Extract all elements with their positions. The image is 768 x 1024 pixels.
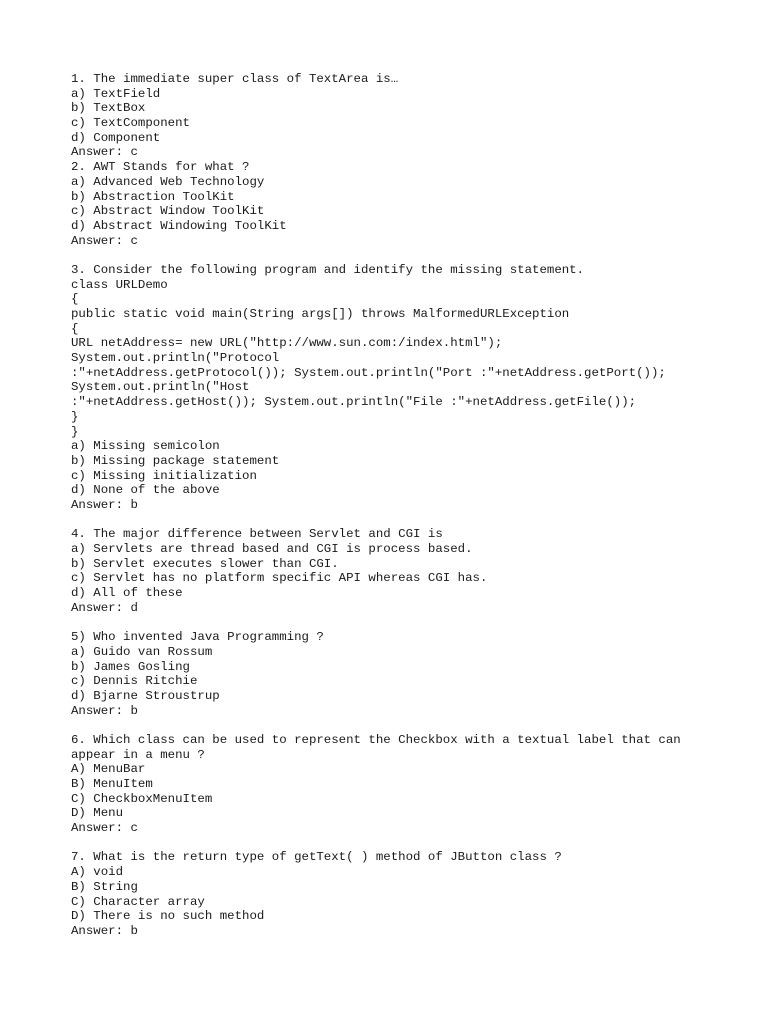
option-d: d) Abstract Windowing ToolKit	[71, 218, 287, 233]
answer: Answer: d	[71, 600, 138, 615]
answer: Answer: b	[71, 923, 138, 938]
code-line: }	[71, 409, 79, 424]
code-line: }	[71, 424, 79, 439]
code-line: URL netAddress= new URL("http://www.sun.com:/index.html");	[71, 336, 503, 351]
spacer	[71, 513, 751, 528]
code-line: System.out.println("Protocol	[71, 351, 280, 366]
code-line: {	[71, 321, 79, 336]
answer: Answer: b	[71, 497, 138, 512]
spacer	[71, 836, 751, 851]
option-d: d) Bjarne Stroustrup	[71, 688, 220, 703]
question-3	[71, 263, 751, 513]
question-text: 3. Consider the following program and identify the missing statement.	[71, 262, 585, 277]
question-1	[71, 72, 751, 160]
code-line: :"+netAddress.getHost()); System.out.println("File :"+netAddress.getFile());	[71, 395, 637, 410]
code-line: {	[71, 292, 79, 307]
code-line: class URLDemo	[71, 277, 168, 292]
option-b: b) Missing package statement	[71, 453, 280, 468]
code-line: System.out.println("Host	[71, 380, 250, 395]
question-text: 1. The immediate super class of TextArea is…	[71, 72, 399, 86]
spacer	[71, 718, 751, 733]
answer: Answer: c	[71, 233, 138, 248]
option-a: a) Advanced Web Technology	[71, 174, 265, 189]
option-a: a) Missing semicolon	[71, 439, 220, 454]
option-c: C) Character array	[71, 894, 205, 909]
question-text-continued: appear in a menu ?	[71, 747, 205, 762]
option-d: D) There is no such method	[71, 909, 265, 924]
question-7	[71, 850, 751, 938]
question-5	[71, 630, 751, 718]
spacer	[71, 615, 751, 630]
option-c: C) CheckboxMenuItem	[71, 791, 213, 806]
option-a: A) void	[71, 865, 124, 880]
spacer	[71, 248, 751, 263]
question-text: 4. The major difference between Servlet and CGI is	[71, 527, 443, 542]
answer: Answer: c	[71, 821, 138, 836]
option-c: c) Abstract Window ToolKit	[71, 204, 265, 219]
option-b: b) Abstraction ToolKit	[71, 189, 235, 204]
option-d: d) None of the above	[71, 483, 220, 498]
option-d: d) All of these	[71, 586, 183, 601]
answer: Answer: c	[71, 145, 138, 160]
question-2	[71, 160, 751, 248]
option-a: a) Guido van Rossum	[71, 644, 213, 659]
option-a: A) MenuBar	[71, 762, 146, 777]
question-text: 2. AWT Stands for what ?	[71, 160, 250, 175]
question-text: 7. What is the return type of getText( ) method of JButton class ?	[71, 850, 562, 865]
answer: Answer: b	[71, 703, 138, 718]
question-text: 5) Who invented Java Programming ?	[71, 630, 324, 645]
question-6	[71, 733, 751, 836]
option-d: d) Component	[71, 130, 161, 145]
question-4	[71, 527, 751, 615]
option-a: a) Servlets are thread based and CGI is process based.	[71, 542, 473, 556]
option-b: B) MenuItem	[71, 777, 153, 791]
quiz-document	[71, 72, 751, 939]
option-c: c) Missing initialization	[71, 468, 257, 483]
code-line: public static void main(String args[]) throws MalformedURLException	[71, 307, 570, 321]
option-b: B) String	[71, 879, 138, 894]
option-c: c) TextComponent	[71, 116, 190, 131]
option-b: b) Servlet executes slower than CGI.	[71, 556, 339, 571]
option-c: c) Dennis Ritchie	[71, 674, 198, 689]
option-a: a) TextField	[71, 86, 161, 101]
option-d: D) Menu	[71, 806, 124, 821]
question-text: 6. Which class can be used to represent the Checkbox with a textual label that can	[71, 732, 681, 747]
option-b: b) James Gosling	[71, 659, 190, 674]
option-b: b) TextBox	[71, 101, 146, 116]
code-line: :"+netAddress.getProtocol()); System.out.println("Port :"+netAddress.getPort());	[71, 365, 666, 380]
option-c: c) Servlet has no platform specific API whereas CGI has.	[71, 571, 488, 586]
